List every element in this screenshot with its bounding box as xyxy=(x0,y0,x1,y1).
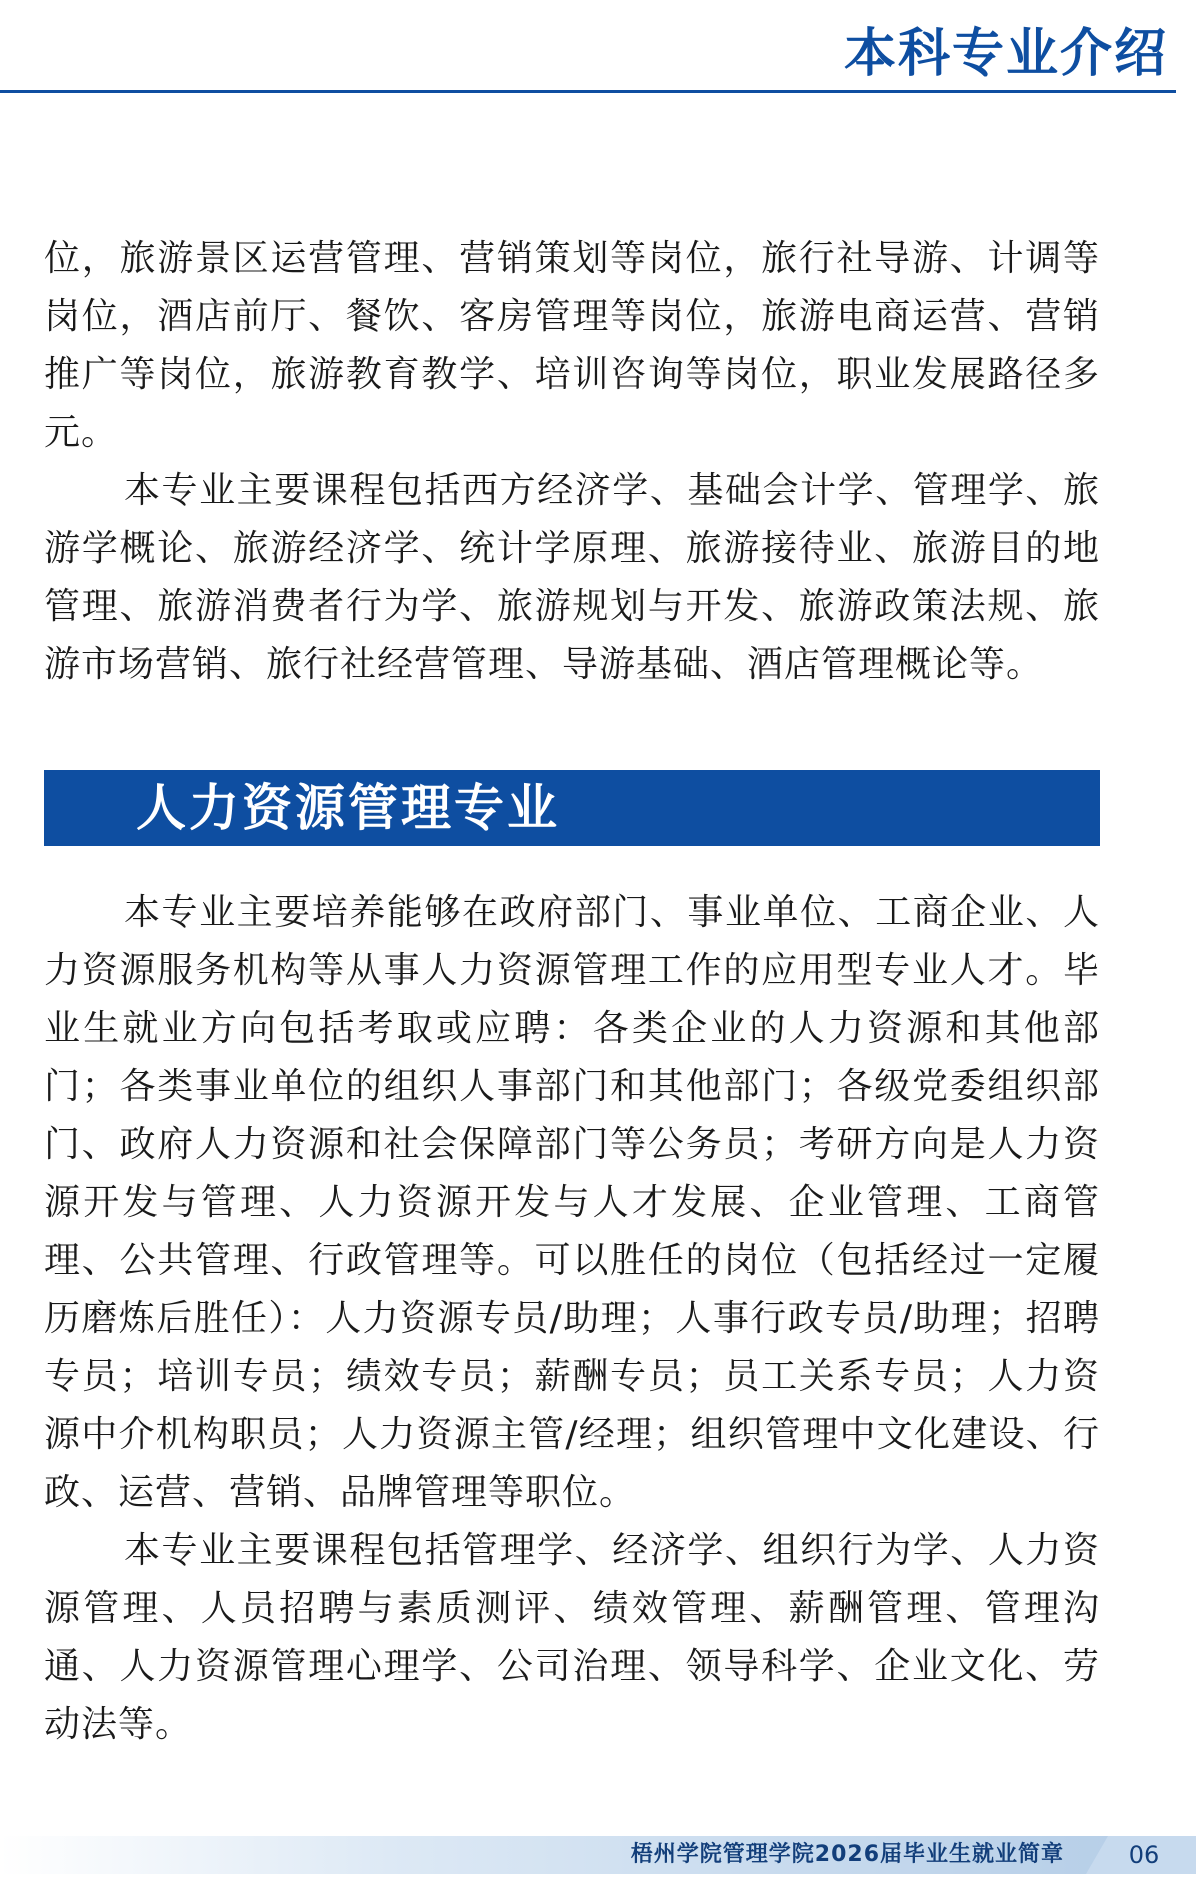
page-tab-slant xyxy=(1086,1836,1108,1874)
hr-section-title: 人力资源管理专业 xyxy=(136,779,560,837)
page-header-title: 本科专业介绍 xyxy=(843,24,1168,84)
footer-publication-title: 梧州学院管理学院2026届毕业生就业简章 xyxy=(630,1842,1064,1867)
page-number: 06 xyxy=(1128,1841,1160,1869)
header-divider xyxy=(0,90,1176,93)
hr-section-heading-bar xyxy=(44,770,1100,846)
tourism-courses-paragraph: 本专业主要课程包括西方经济学、基础会计学、管理学、旅游学概论、旅游经济学、统计学原理、旅游接待业、旅游目的地管理、旅游消费者行为学、旅游规划与开发、旅游政策法规、旅游市场营销、旅行社经营管理、导游基础、酒店管理概论等。 xyxy=(44,470,1100,685)
tourism-careers-paragraph: 位，旅游景区运营管理、营销策划等岗位，旅行社导游、计调等岗位，酒店前厅、餐饮、客房管理等岗位，旅游电商运营、营销推广等岗位，旅游教育教学、培训咨询等岗位，职业发展路径多元。 xyxy=(44,238,1100,453)
hr-overview-paragraph: 本专业主要培养能够在政府部门、事业单位、工商企业、人力资源服务机构等从事人力资源管理工作的应用型专业人才。毕业生就业方向包括考取或应聘：各类企业的人力资源和其他部门；各类事业单位的组织人事部门和其他部门；各级党委组织部门、政府人力资源和社会保障部门等公务员；考研方向是人力资源开发与管理、人力资源开发与人才发展、企业管理、工商管理、公共管理、行政管理等。可以胜任的岗位（包括经过一定履历磨炼后胜任）：人力资源专员/助理；人事行政专员/助理；招聘专员；培训专员；绩效专员；薪酬专员；员工关系专员；人力资源中介机构职员；人力资源主管/经理；组织管理中文化建设、行政、运营、营销、品牌管理等职位。 xyxy=(44,892,1100,1513)
main-content xyxy=(44,230,1100,1754)
hr-courses-paragraph: 本专业主要课程包括管理学、经济学、组织行为学、人力资源管理、人员招聘与素质测评、绩效管理、薪酬管理、管理沟通、人力资源管理心理学、公司治理、领导科学、企业文化、劳动法等。 xyxy=(44,1530,1100,1745)
